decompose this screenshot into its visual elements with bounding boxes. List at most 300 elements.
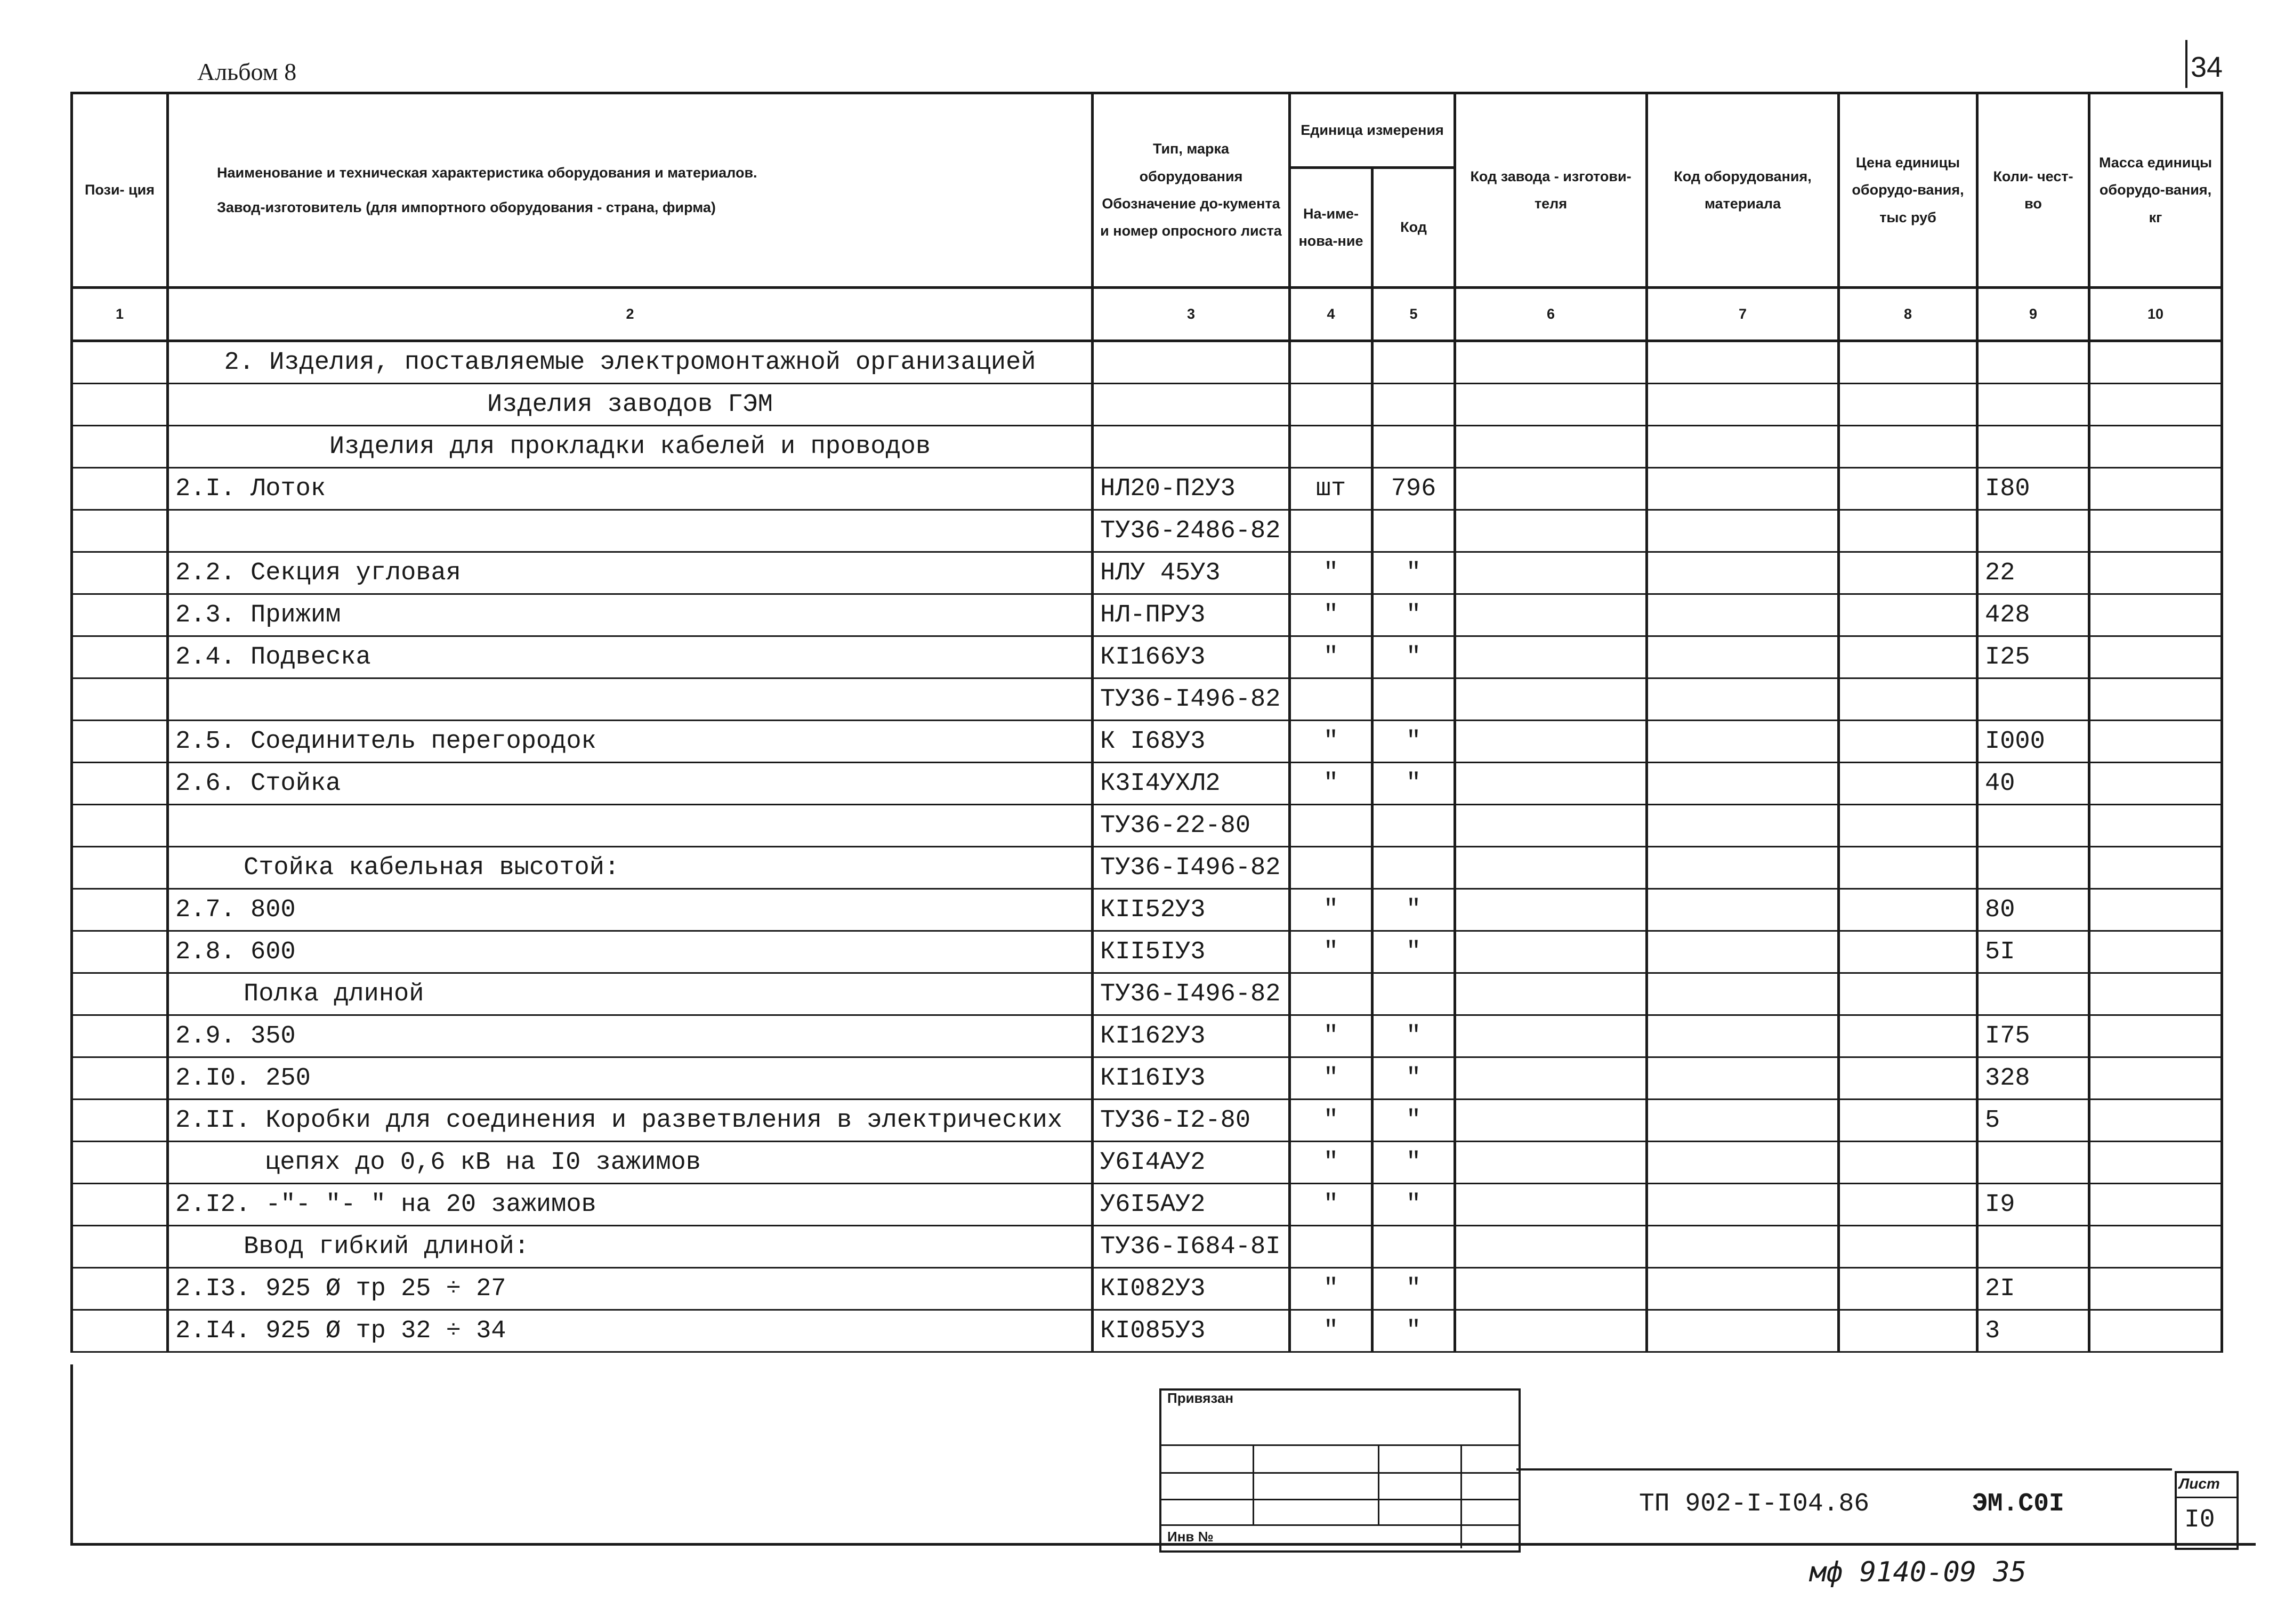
cell-unit-code: " — [1372, 1184, 1455, 1226]
cell-type: КII5IУ3 — [1093, 931, 1290, 973]
cell-price — [1839, 510, 1977, 552]
cell-price — [1839, 1268, 1977, 1310]
stamp-bound-label: Привязан — [1167, 1390, 1234, 1406]
cell-name: Полка длиной — [168, 973, 1093, 1015]
cell-name: цепях до 0,6 кВ на I0 зажимов — [168, 1142, 1093, 1184]
cell-unit-code: " — [1372, 1310, 1455, 1352]
cell-unit-code: " — [1372, 931, 1455, 973]
cell-quantity — [1977, 847, 2089, 889]
cell-unit-code: " — [1372, 1142, 1455, 1184]
cell-unit-code — [1372, 384, 1455, 426]
table-row — [72, 510, 2222, 552]
cell-position — [72, 1057, 168, 1100]
cell-plant-code — [1455, 1310, 1647, 1352]
cell-plant-code — [1455, 1142, 1647, 1184]
cell-type: НЛ20-П2У3 — [1093, 468, 1290, 510]
cell-position — [72, 636, 168, 678]
cell-equipment-code — [1647, 1100, 1839, 1142]
cell-plant-code — [1455, 973, 1647, 1015]
cell-plant-code — [1455, 1184, 1647, 1226]
cell-name: 2.I2. -"- "- " на 20 зажимов — [168, 1184, 1093, 1226]
cell-price — [1839, 678, 1977, 721]
cell-unit-name: " — [1290, 1142, 1372, 1184]
cell-position — [72, 931, 168, 973]
cell-price — [1839, 341, 1977, 384]
cell-equipment-code — [1647, 1226, 1839, 1268]
cell-equipment-code — [1647, 341, 1839, 384]
document-code: ЭМ.С0I — [1972, 1490, 2064, 1518]
cell-mass — [2089, 678, 2222, 721]
cell-price — [1839, 1184, 1977, 1226]
cell-type — [1093, 426, 1290, 468]
cell-position — [72, 1184, 168, 1226]
cell-type: ТУ36-I684-8I — [1093, 1226, 1290, 1268]
document-designation: ТП 902-I-I04.86 — [1639, 1490, 1870, 1518]
col-number: 8 — [1839, 288, 1977, 341]
cell-quantity — [1977, 973, 2089, 1015]
cell-type: КI162У3 — [1093, 1015, 1290, 1057]
table-row — [72, 384, 2222, 426]
cell-plant-code — [1455, 889, 1647, 931]
cell-type — [1093, 384, 1290, 426]
cell-equipment-code — [1647, 552, 1839, 594]
cell-equipment-code — [1647, 1057, 1839, 1100]
table-row — [72, 1226, 2222, 1268]
header-name-line1: Наименование и техническая характеристика оборудования и материалов. — [217, 165, 757, 181]
cell-mass — [2089, 426, 2222, 468]
cell-price — [1839, 805, 1977, 847]
cell-plant-code — [1455, 678, 1647, 721]
cell-unit-code: " — [1372, 636, 1455, 678]
cell-mass — [2089, 1184, 2222, 1226]
cell-unit-code: 796 — [1372, 468, 1455, 510]
cell-unit-name: " — [1290, 636, 1372, 678]
cell-equipment-code — [1647, 1268, 1839, 1310]
cell-equipment-code — [1647, 889, 1839, 931]
stamp-line — [1159, 1499, 1519, 1500]
cell-position — [72, 1268, 168, 1310]
cell-name — [168, 678, 1093, 721]
table-row — [72, 468, 2222, 510]
album-label: Альбом 8 — [197, 58, 297, 85]
stamp-line — [1159, 1524, 1519, 1526]
cell-plant-code — [1455, 594, 1647, 636]
cell-mass — [2089, 721, 2222, 763]
cell-position — [72, 889, 168, 931]
column-number-row — [72, 288, 2222, 341]
cell-type: К3I4УХЛ2 — [1093, 763, 1290, 805]
cell-price — [1839, 552, 1977, 594]
cell-type: К I68У3 — [1093, 721, 1290, 763]
col-number: 2 — [168, 288, 1093, 341]
cell-plant-code — [1455, 341, 1647, 384]
cell-type: КI085У3 — [1093, 1310, 1290, 1352]
cell-quantity — [1977, 341, 2089, 384]
cell-price — [1839, 1015, 1977, 1057]
cell-unit-name: " — [1290, 763, 1372, 805]
corner-divider — [2185, 40, 2187, 88]
cell-unit-code — [1372, 973, 1455, 1015]
table-row — [72, 678, 2222, 721]
cell-unit-name: " — [1290, 1057, 1372, 1100]
cell-position — [72, 973, 168, 1015]
cell-unit-name — [1290, 805, 1372, 847]
cell-type: НЛ-ПРУ3 — [1093, 594, 1290, 636]
cell-plant-code — [1455, 763, 1647, 805]
cell-unit-name: " — [1290, 1015, 1372, 1057]
header-mass: Масса единицы оборудо-вания, кг — [2089, 93, 2222, 288]
cell-quantity: 328 — [1977, 1057, 2089, 1100]
cell-name — [168, 805, 1093, 847]
cell-type: ТУ36-I496-82 — [1093, 678, 1290, 721]
cell-price — [1839, 636, 1977, 678]
cell-unit-name — [1290, 678, 1372, 721]
cell-plant-code — [1455, 384, 1647, 426]
cell-position — [72, 1226, 168, 1268]
cell-quantity: I25 — [1977, 636, 2089, 678]
cell-plant-code — [1455, 510, 1647, 552]
table-row — [72, 1057, 2222, 1100]
cell-price — [1839, 889, 1977, 931]
cell-name: 2.7. 800 — [168, 889, 1093, 931]
cell-unit-code: " — [1372, 889, 1455, 931]
specification-table — [70, 92, 2223, 1353]
cell-plant-code — [1455, 1057, 1647, 1100]
cell-position — [72, 384, 168, 426]
cell-type: ТУ36-I496-82 — [1093, 847, 1290, 889]
cell-equipment-code — [1647, 721, 1839, 763]
cell-name — [168, 510, 1093, 552]
table-row — [72, 594, 2222, 636]
cell-mass — [2089, 805, 2222, 847]
cell-equipment-code — [1647, 847, 1839, 889]
cell-plant-code — [1455, 468, 1647, 510]
cell-unit-name — [1290, 510, 1372, 552]
cell-type: НЛУ 45У3 — [1093, 552, 1290, 594]
table-row — [72, 426, 2222, 468]
cell-mass — [2089, 341, 2222, 384]
header-name — [168, 93, 1093, 288]
cell-mass — [2089, 1142, 2222, 1184]
header-type: Тип, марка оборудования Обозначение до-кумента и номер опросного листа — [1093, 93, 1290, 288]
title-block-line — [1516, 1468, 2172, 1471]
cell-quantity: 80 — [1977, 889, 2089, 931]
cell-position — [72, 1310, 168, 1352]
sheet-box-divider — [2175, 1497, 2236, 1498]
cell-price — [1839, 847, 1977, 889]
cell-equipment-code — [1647, 468, 1839, 510]
cell-price — [1839, 973, 1977, 1015]
cell-unit-name — [1290, 973, 1372, 1015]
cell-price — [1839, 931, 1977, 973]
cell-quantity — [1977, 1142, 2089, 1184]
header-plant-code: Код завода - изготови-теля — [1455, 93, 1647, 288]
cell-equipment-code — [1647, 510, 1839, 552]
cell-type: КI16IУ3 — [1093, 1057, 1290, 1100]
cell-position — [72, 1015, 168, 1057]
cell-unit-code: " — [1372, 1015, 1455, 1057]
cell-plant-code — [1455, 1015, 1647, 1057]
cell-quantity: I9 — [1977, 1184, 2089, 1226]
cell-price — [1839, 426, 1977, 468]
cell-quantity: I75 — [1977, 1015, 2089, 1057]
cell-type: ТУ36-I2-80 — [1093, 1100, 1290, 1142]
cell-equipment-code — [1647, 636, 1839, 678]
cell-name: 2.3. Прижим — [168, 594, 1093, 636]
cell-unit-name — [1290, 1226, 1372, 1268]
cell-mass — [2089, 1310, 2222, 1352]
table-row — [72, 1142, 2222, 1184]
cell-plant-code — [1455, 1226, 1647, 1268]
cell-equipment-code — [1647, 1184, 1839, 1226]
cell-name: 2.I0. 250 — [168, 1057, 1093, 1100]
cell-type: КII52У3 — [1093, 889, 1290, 931]
cell-unit-code: " — [1372, 1268, 1455, 1310]
stamp-inventory-label: Инв № — [1167, 1529, 1214, 1545]
cell-type — [1093, 341, 1290, 384]
cell-mass — [2089, 384, 2222, 426]
cell-position — [72, 468, 168, 510]
cell-quantity: 22 — [1977, 552, 2089, 594]
cell-equipment-code — [1647, 678, 1839, 721]
cell-type: КI082У3 — [1093, 1268, 1290, 1310]
cell-quantity: 5 — [1977, 1100, 2089, 1142]
cell-price — [1839, 721, 1977, 763]
cell-unit-code — [1372, 341, 1455, 384]
cell-type: У6I5АУ2 — [1093, 1184, 1290, 1226]
table-row — [72, 1268, 2222, 1310]
cell-equipment-code — [1647, 1015, 1839, 1057]
col-number: 10 — [2089, 288, 2222, 341]
cell-plant-code — [1455, 847, 1647, 889]
cell-mass — [2089, 636, 2222, 678]
cell-name: Изделия заводов ГЭМ — [168, 384, 1093, 426]
cell-mass — [2089, 594, 2222, 636]
cell-mass — [2089, 1268, 2222, 1310]
cell-quantity — [1977, 384, 2089, 426]
header-name-line2: Завод-изготовитель (для импортного оборудования - страна, фирма) — [217, 199, 716, 215]
table-row — [72, 931, 2222, 973]
cell-type: ТУ36-I496-82 — [1093, 973, 1290, 1015]
cell-unit-code — [1372, 510, 1455, 552]
cell-quantity: 5I — [1977, 931, 2089, 973]
cell-unit-code — [1372, 847, 1455, 889]
cell-mass — [2089, 763, 2222, 805]
cell-unit-code: " — [1372, 1100, 1455, 1142]
table-row — [72, 889, 2222, 931]
cell-name: 2. Изделия, поставляемые электромонтажной организацией — [168, 341, 1093, 384]
cell-plant-code — [1455, 1268, 1647, 1310]
header-unit-code: Код — [1372, 168, 1455, 288]
cell-quantity — [1977, 805, 2089, 847]
cell-price — [1839, 1100, 1977, 1142]
cell-unit-code: " — [1372, 594, 1455, 636]
cell-position — [72, 678, 168, 721]
cell-plant-code — [1455, 805, 1647, 847]
cell-price — [1839, 1310, 1977, 1352]
cell-mass — [2089, 847, 2222, 889]
cell-position — [72, 594, 168, 636]
table-row — [72, 1015, 2222, 1057]
cell-equipment-code — [1647, 594, 1839, 636]
cell-equipment-code — [1647, 384, 1839, 426]
cell-quantity: 428 — [1977, 594, 2089, 636]
sheet-number: I0 — [2184, 1506, 2215, 1534]
table-row — [72, 847, 2222, 889]
cell-quantity: 2I — [1977, 1268, 2089, 1310]
cell-name: Ввод гибкий длиной: — [168, 1226, 1093, 1268]
binding-stamp — [1159, 1388, 1521, 1553]
stamp-line — [1460, 1444, 1462, 1548]
cell-price — [1839, 763, 1977, 805]
cell-price — [1839, 384, 1977, 426]
stamp-line — [1159, 1472, 1519, 1474]
cell-name: 2.9. 350 — [168, 1015, 1093, 1057]
cell-unit-name: " — [1290, 889, 1372, 931]
sheet-label: Лист — [2179, 1475, 2220, 1492]
table-row — [72, 1310, 2222, 1352]
cell-equipment-code — [1647, 1142, 1839, 1184]
cell-unit-name: " — [1290, 1184, 1372, 1226]
cell-unit-name: шт — [1290, 468, 1372, 510]
cell-plant-code — [1455, 931, 1647, 973]
table-bottom-area — [70, 1364, 2223, 1546]
cell-mass — [2089, 931, 2222, 973]
cell-unit-name: " — [1290, 721, 1372, 763]
cell-position — [72, 805, 168, 847]
cell-plant-code — [1455, 1100, 1647, 1142]
cell-name: 2.8. 600 — [168, 931, 1093, 973]
cell-unit-code: " — [1372, 552, 1455, 594]
col-number: 7 — [1647, 288, 1839, 341]
header-quantity: Коли- чест- во — [1977, 93, 2089, 288]
table-row — [72, 341, 2222, 384]
cell-price — [1839, 1226, 1977, 1268]
cell-quantity: I80 — [1977, 468, 2089, 510]
cell-equipment-code — [1647, 1310, 1839, 1352]
cell-unit-code: " — [1372, 721, 1455, 763]
cell-unit-code: " — [1372, 763, 1455, 805]
cell-position — [72, 426, 168, 468]
cell-type: ТУ36-22-80 — [1093, 805, 1290, 847]
handwritten-archive-number: мф 9140-09 35 — [1810, 1556, 2026, 1588]
cell-unit-name: " — [1290, 1310, 1372, 1352]
stamp-line — [1253, 1444, 1254, 1524]
cell-unit-name — [1290, 341, 1372, 384]
cell-unit-name — [1290, 426, 1372, 468]
cell-mass — [2089, 552, 2222, 594]
cell-unit-name: " — [1290, 552, 1372, 594]
cell-unit-code — [1372, 1226, 1455, 1268]
cell-quantity — [1977, 510, 2089, 552]
col-number: 5 — [1372, 288, 1455, 341]
cell-unit-code: " — [1372, 1057, 1455, 1100]
cell-quantity — [1977, 678, 2089, 721]
cell-unit-code — [1372, 678, 1455, 721]
cell-unit-name: " — [1290, 1100, 1372, 1142]
cell-equipment-code — [1647, 763, 1839, 805]
cell-name: 2.I3. 925 Ø тр 25 ÷ 27 — [168, 1268, 1093, 1310]
sheet-corner-number: 34 — [2191, 51, 2223, 83]
cell-mass — [2089, 1057, 2222, 1100]
col-number: 3 — [1093, 288, 1290, 341]
table-row — [72, 1184, 2222, 1226]
header-position: Пози- ция — [72, 93, 168, 288]
cell-name: 2.5. Соединитель перегородок — [168, 721, 1093, 763]
table-row — [72, 636, 2222, 678]
table-row — [72, 763, 2222, 805]
cell-quantity — [1977, 426, 2089, 468]
cell-position — [72, 510, 168, 552]
cell-equipment-code — [1647, 931, 1839, 973]
cell-price — [1839, 1142, 1977, 1184]
cell-unit-name — [1290, 384, 1372, 426]
header-price: Цена единицы оборудо-вания, тыс руб — [1839, 93, 1977, 288]
cell-unit-name: " — [1290, 594, 1372, 636]
cell-quantity: 40 — [1977, 763, 2089, 805]
col-number: 6 — [1455, 288, 1647, 341]
cell-quantity: 3 — [1977, 1310, 2089, 1352]
cell-type: У6I4АУ2 — [1093, 1142, 1290, 1184]
cell-equipment-code — [1647, 805, 1839, 847]
cell-mass — [2089, 1015, 2222, 1057]
cell-position — [72, 1100, 168, 1142]
cell-position — [72, 1142, 168, 1184]
cell-position — [72, 721, 168, 763]
cell-plant-code — [1455, 426, 1647, 468]
cell-name: Изделия для прокладки кабелей и проводов — [168, 426, 1093, 468]
stamp-line — [1378, 1444, 1379, 1524]
cell-quantity: I000 — [1977, 721, 2089, 763]
cell-name: 2.6. Стойка — [168, 763, 1093, 805]
cell-price — [1839, 468, 1977, 510]
cell-mass — [2089, 1226, 2222, 1268]
cell-unit-code — [1372, 805, 1455, 847]
cell-unit-name — [1290, 847, 1372, 889]
cell-quantity — [1977, 1226, 2089, 1268]
cell-plant-code — [1455, 721, 1647, 763]
cell-mass — [2089, 1100, 2222, 1142]
stamp-line — [1159, 1444, 1519, 1446]
cell-price — [1839, 594, 1977, 636]
cell-mass — [2089, 973, 2222, 1015]
cell-name: 2.I4. 925 Ø тр 32 ÷ 34 — [168, 1310, 1093, 1352]
header-equipment-code: Код оборудования, материала — [1647, 93, 1839, 288]
cell-unit-code — [1372, 426, 1455, 468]
cell-unit-name: " — [1290, 1268, 1372, 1310]
cell-plant-code — [1455, 552, 1647, 594]
cell-name: 2.II. Коробки для соединения и разветвления в электрических — [168, 1100, 1093, 1142]
cell-price — [1839, 1057, 1977, 1100]
cell-type: ТУ36-2486-82 — [1093, 510, 1290, 552]
cell-mass — [2089, 468, 2222, 510]
cell-mass — [2089, 889, 2222, 931]
cell-plant-code — [1455, 636, 1647, 678]
header-unit-name: На-име-нова-ние — [1290, 168, 1372, 288]
cell-mass — [2089, 510, 2222, 552]
cell-equipment-code — [1647, 973, 1839, 1015]
table-row — [72, 552, 2222, 594]
cell-position — [72, 341, 168, 384]
table-row — [72, 805, 2222, 847]
cell-position — [72, 847, 168, 889]
cell-name: Стойка кабельная высотой: — [168, 847, 1093, 889]
col-number: 4 — [1290, 288, 1372, 341]
cell-unit-name: " — [1290, 931, 1372, 973]
header-unit-group: Единица измерения — [1290, 93, 1455, 168]
cell-position — [72, 763, 168, 805]
cell-name: 2.I. Лоток — [168, 468, 1093, 510]
